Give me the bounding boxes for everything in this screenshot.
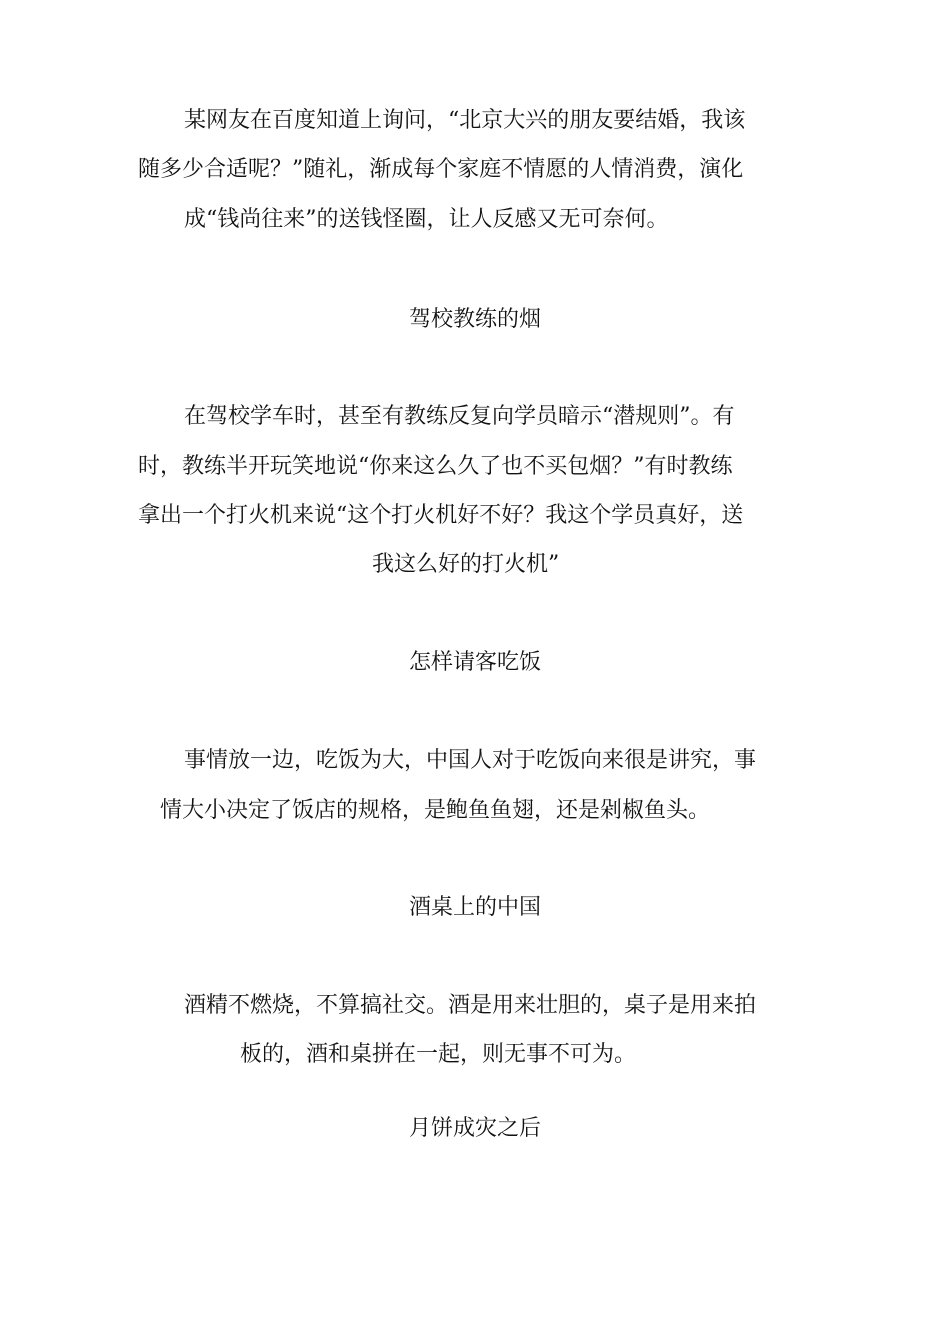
paragraph-2-line-4: 我这么好的打火机” — [372, 552, 560, 577]
section-heading-drinking-table: 酒桌上的中国 — [408, 895, 541, 920]
paragraph-2-line-2: 时，教练半开玩笑地说“你来这么久了也不买包烟？”有时教练 — [138, 454, 733, 479]
paragraph-1-line-2: 随多少合适呢？”随礼，渐成每个家庭不情愿的人情消费，演化 — [138, 157, 744, 182]
paragraph-1-line-1: 某网友在百度知道上询问，“北京大兴的朋友要结婚，我该 — [184, 108, 746, 133]
section-heading-treating-guests: 怎样请客吃饭 — [408, 650, 541, 675]
paragraph-1-line-3: 成“钱尚往来”的送钱怪圈，让人反感又无可奈何。 — [184, 207, 669, 232]
paragraph-4-line-1: 酒精不燃烧，不算搞社交。酒是用来壮胆的，桌子是用来拍 — [184, 993, 757, 1018]
paragraph-2-line-3: 拿出一个打火机来说“这个打火机好不好？我这个学员真好，送 — [138, 503, 744, 528]
paragraph-3-line-1: 事情放一边，吃饭为大，中国人对于吃饭向来很是讲究，事 — [184, 748, 757, 773]
paragraph-4-line-2: 板的，酒和桌拼在一起，则无事不可为。 — [240, 1042, 637, 1067]
section-heading-driving-school: 驾校教练的烟 — [408, 307, 541, 332]
section-heading-mooncakes: 月饼成灾之后 — [408, 1116, 541, 1141]
paragraph-2-line-1: 在驾校学车时，甚至有教练反复向学员暗示“潜规则”。有 — [184, 404, 735, 429]
paragraph-3-line-2: 情大小决定了饭店的规格，是鲍鱼鱼翅，还是剁椒鱼头。 — [160, 798, 711, 823]
